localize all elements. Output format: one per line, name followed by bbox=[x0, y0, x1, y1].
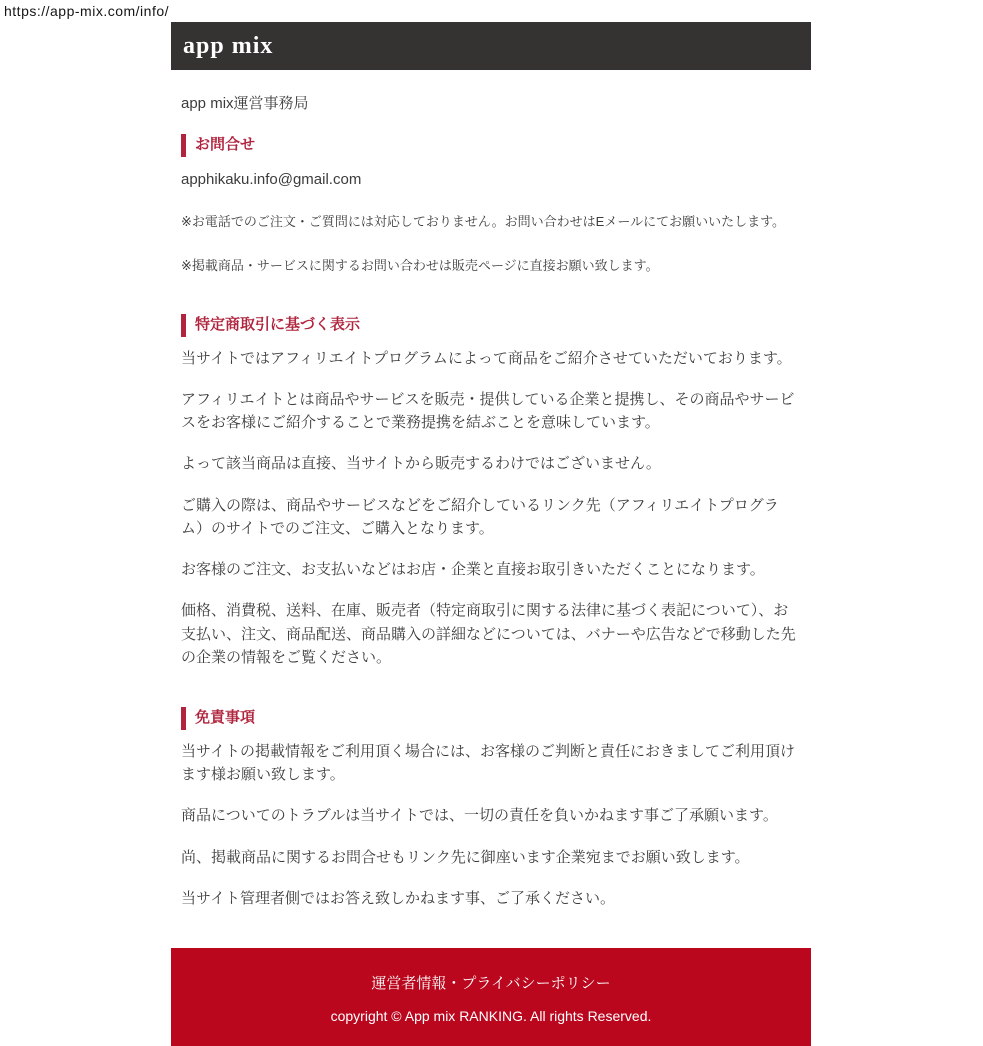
disclaimer-paragraph: 当サイトの掲載情報をご利用頂く場合には、お客様のご判断と責任におきましてご利用頂けます様お願い致します。 bbox=[181, 742, 795, 783]
commerce-paragraph: お客様のご注文、お支払いなどはお店・企業と直接お取引きいただくことになります。 bbox=[181, 561, 765, 578]
site-title[interactable]: app mix bbox=[183, 32, 274, 59]
footer-copyright: copyright © App mix RANKING. All rights Reserved. bbox=[330, 1008, 652, 1024]
commerce-paragraph: よって該当商品は直接、当サイトから販売するわけではございません。 bbox=[181, 455, 661, 473]
contact-note-phone: ※お電話でのご注文・ご質問には対応しておりません。お問い合わせはEメールにてお願いいたします。 bbox=[181, 213, 786, 229]
commerce-paragraph: ご購入の際は、商品やサービスなどをご紹介しているリンク先（アフィリエイトプログラム）のサイトでのご注文、ご購入となります。 bbox=[181, 496, 779, 537]
operator-name: app mix運営事務局 bbox=[181, 95, 309, 112]
disclaimer-paragraph: 商品についてのトラブルは当サイトでは、一切の責任を負いかねます事ご了承願います。 bbox=[181, 807, 778, 825]
contact-heading: お問合せ bbox=[181, 134, 801, 157]
page-container bbox=[171, 22, 811, 1046]
site-footer bbox=[171, 948, 811, 1046]
commerce-law-section bbox=[181, 314, 801, 669]
contact-note-products: ※掲載商品・サービスに関するお問い合わせは販売ページに直接お願い致します。 bbox=[181, 258, 659, 274]
commerce-paragraph: 当サイトではアフィリエイトプログラムによって商品をご紹介させていただいております。 bbox=[181, 349, 792, 367]
disclaimer-paragraph: 当サイト管理者側ではお答え致しかねます事、ご了承ください。 bbox=[181, 889, 615, 907]
commerce-law-heading: 特定商取引に基づく表示 bbox=[181, 314, 801, 337]
commerce-paragraph: 価格、消費税、送料、在庫、販売者（特定商取引に関する法律に基づく表記について）、お支払い、注文、商品配送、商品購入の詳細などについては、バナーや広告などで移動した先の企業の情報をご覧ください。 bbox=[181, 602, 796, 666]
contact-section bbox=[181, 134, 801, 276]
disclaimer-section bbox=[181, 707, 801, 910]
contact-email: apphikaku.info@gmail.com bbox=[181, 170, 362, 188]
commerce-paragraph: アフィリエイトとは商品やサービスを販売・提供している企業と提携し、その商品やサービスをお客様にご紹介することで業務提携を結ぶことを意味しています。 bbox=[181, 390, 795, 431]
site-header bbox=[171, 22, 811, 70]
disclaimer-heading: 免責事項 bbox=[181, 707, 801, 730]
disclaimer-paragraph: 尚、掲載商品に関するお問合せもリンク先に御座います企業宛までお願い致します。 bbox=[181, 848, 750, 866]
browser-url: https://app-mix.com/info/ bbox=[4, 3, 170, 19]
footer-privacy-policy-link[interactable]: 運営者情報・プライバシーポリシー bbox=[371, 975, 611, 992]
page-content bbox=[171, 92, 811, 910]
